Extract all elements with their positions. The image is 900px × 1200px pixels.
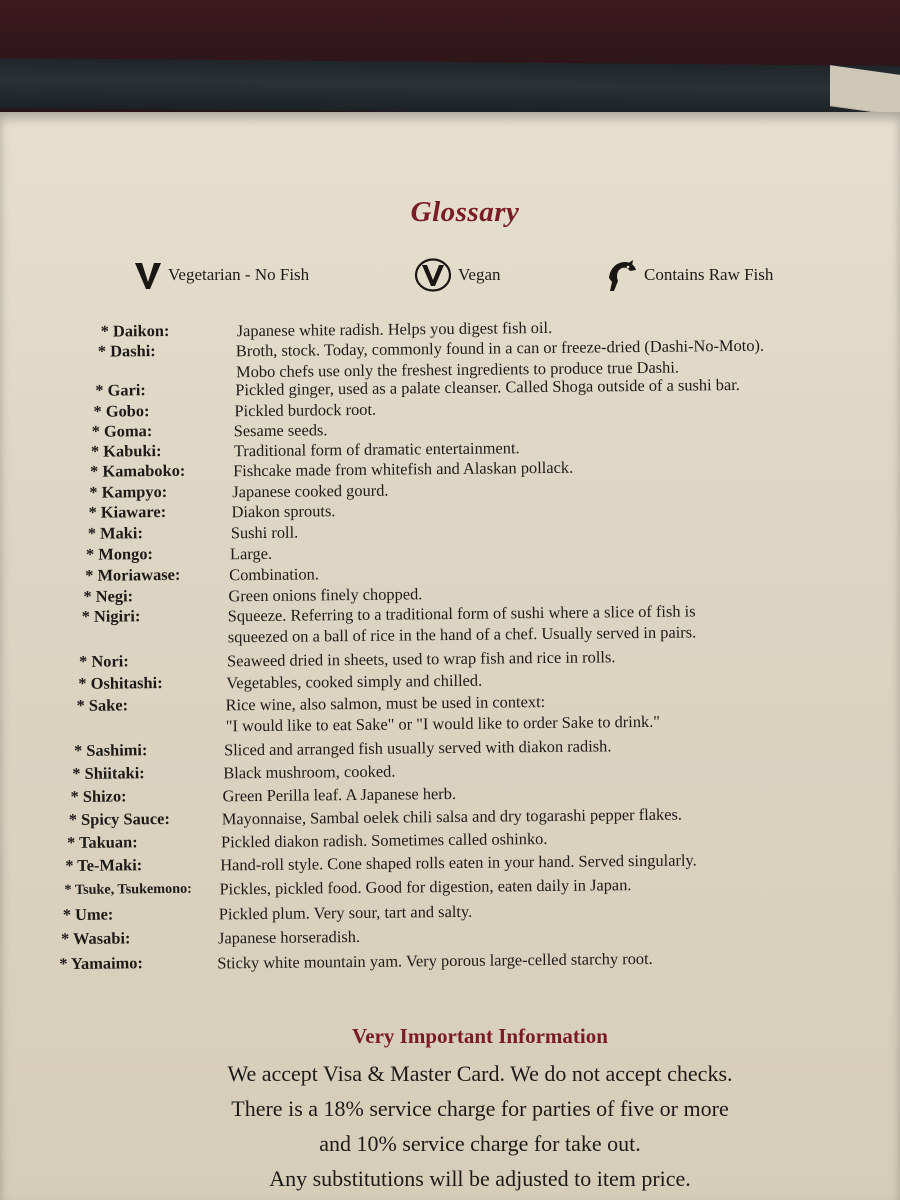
glossary-term: * Goma: — [91, 421, 153, 441]
glossary-term: * Nori: — [79, 651, 129, 671]
glossary-definition: Large. — [229, 543, 273, 564]
glossary-term: * Shiitaki: — [72, 763, 145, 783]
glossary-definition: Sliced and arranged fish usually served with diakon radish. — [223, 736, 612, 760]
glossary-definition: Rice wine, also salmon, must be used in context: "I would like to eat Sake" or "I would like to order Sake to drink." — [225, 692, 661, 736]
glossary-term: * Tsuke, Tsukemono: — [64, 880, 192, 899]
glossary-definition: Broth, stock. Today, commonly found in a can or freeze-dried (Dashi-No-Moto). Mobo chefs use only the freshest ingredients to produce true Dashi. — [235, 335, 765, 382]
glossary-term: * Kamaboko: — [90, 460, 186, 481]
glossary-term: * Takuan: — [66, 832, 138, 853]
glossary-term: * Shizo: — [70, 786, 127, 806]
glossary-definition: Pickled burdock root. — [234, 399, 377, 421]
glossary-term: * Sake: — [76, 695, 129, 715]
glossary-definition: Mayonnaise, Sambal oelek chili salsa and dry togarashi pepper flakes. — [221, 804, 683, 829]
vegetarian-v-icon — [134, 260, 168, 290]
glossary-term: * Spicy Sauce: — [68, 808, 170, 830]
glossary-term: * Kiaware: — [88, 501, 167, 522]
glossary-term: * Sashimi: — [73, 740, 148, 760]
glossary-term: * Gari: — [95, 380, 146, 400]
legend-raw-fish-label: Contains Raw Fish — [644, 265, 774, 284]
glossary-definition: Japanese white radish. Helps you digest fish oil. — [236, 317, 553, 341]
legend-vegetarian — [134, 260, 309, 290]
glossary-definition: Traditional form of dramatic entertainment. — [233, 438, 520, 461]
glossary-term: * Nigiri: — [81, 606, 141, 626]
important-info-heading: Very Important Information — [352, 1024, 608, 1048]
glossary-term: * Kabuki: — [90, 441, 162, 461]
glossary-definition: Sesame seeds. — [233, 420, 328, 441]
raw-fish-icon — [606, 258, 644, 292]
glossary-term: * Gobo: — [93, 401, 150, 421]
glossary-definition: Fishcake made from whitefish and Alaskan pollack. — [233, 457, 574, 481]
glossary-definition: Japanese horseradish. — [217, 926, 361, 948]
glossary-definition: Vegetables, cooked simply and chilled. — [226, 670, 483, 693]
diet-legend — [0, 258, 900, 298]
important-info-text — [0, 1056, 900, 1196]
glossary-definition: Pickled diakon radish. Sometimes called oshinko. — [220, 828, 548, 852]
glossary-term: * Mongo: — [85, 544, 154, 564]
glossary-definition: Japanese cooked gourd. — [232, 480, 389, 502]
payment-info-line: We accept Visa & Master Card. We do not accept checks. — [227, 1061, 733, 1086]
glossary-definition: Green Perilla leaf. A Japanese herb. — [222, 783, 457, 806]
glossary-term: * Dashi: — [97, 341, 156, 361]
glossary-term: * Kampyo: — [89, 481, 168, 502]
substitutions-line: Any substitutions will be adjusted to item price. — [269, 1166, 691, 1191]
glossary-term: * Maki: — [87, 523, 143, 543]
vegan-circled-v-icon — [414, 258, 458, 292]
menu-binder-edge — [0, 58, 900, 116]
legend-vegetarian-label: Vegetarian - No Fish — [168, 265, 310, 284]
glossary-definition: Seaweed dried in sheets, used to wrap fish and rice in rolls. — [227, 647, 616, 671]
glossary-definition: Sushi roll. — [230, 522, 299, 543]
legend-vegan-label: Vegan — [458, 265, 501, 284]
glossary-term: * Te-Maki: — [65, 855, 143, 876]
glossary-definition: Pickled plum. Very sour, tart and salty. — [218, 901, 473, 924]
glossary-term: * Wasabi: — [60, 928, 131, 949]
takeout-charge-line: and 10% service charge for take out. — [319, 1131, 641, 1156]
glossary-definition: Squeeze. Referring to a traditional form of sushi where a slice of fish is squeezed on a ball of rice in the hand of a chef. Usually served in pairs. — [227, 601, 697, 647]
glossary-definition: Pickled ginger, used as a palate cleanser. Called Shoga outside of a sushi bar. — [235, 374, 740, 400]
glossary-definition: Black mushroom, cooked. — [223, 761, 396, 783]
page-title: Glossary — [410, 196, 520, 228]
legend-raw-fish — [606, 258, 773, 292]
glossary-term: * Ume: — [62, 904, 114, 925]
glossary-definition: Combination. — [229, 564, 320, 585]
glossary-definition: Sticky white mountain yam. Very porous large-celled starchy root. — [217, 948, 653, 973]
glossary-term: * Moriawase: — [85, 564, 181, 585]
glossary-term: * Daikon: — [100, 320, 170, 341]
glossary-definition: Diakon sprouts. — [231, 501, 336, 522]
legend-vegan — [414, 258, 500, 292]
service-charge-line: There is a 18% service charge for parties of five or more — [231, 1096, 729, 1121]
glossary-term: * Negi: — [83, 586, 134, 606]
glossary-term: * Oshitashi: — [78, 673, 163, 693]
glossary-definition: Green onions finely chopped. — [228, 584, 423, 606]
glossary-definition: Pickles, pickled food. Good for digestion, eaten daily in Japan. — [219, 875, 632, 899]
glossary-definition: Hand-roll style. Cone shaped rolls eaten in your hand. Served singularly. — [220, 850, 697, 875]
glossary-list — [0, 313, 900, 992]
glossary-term: * Yamaimo: — [59, 953, 143, 974]
